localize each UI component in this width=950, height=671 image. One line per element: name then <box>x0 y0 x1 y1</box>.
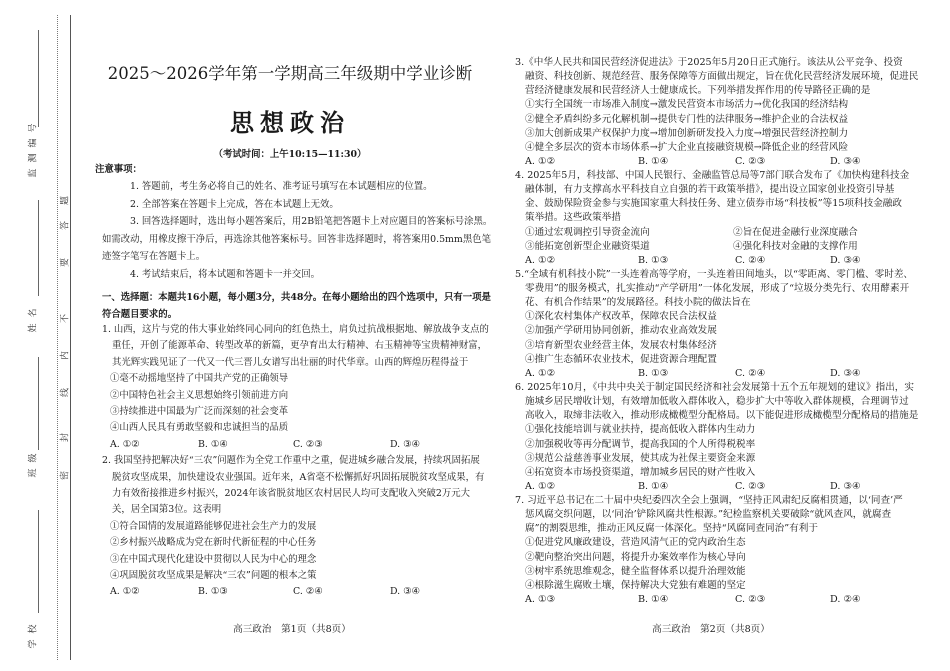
class-field-underline[interactable] <box>38 357 39 450</box>
page-footer: 高三政治 第2页（共8页） <box>652 624 770 635</box>
answer-choice-a[interactable]: A. ①② <box>110 586 140 598</box>
option-statement: ②加强税收等再分配调节，提高我国的个人所得税税率 <box>525 438 756 450</box>
option-statement: ①毫不动摇地坚持了中国共产党的正确领导 <box>110 373 289 385</box>
name-field-underline[interactable] <box>38 200 39 296</box>
option-statement: ③规范公益慈善事业发展，使其成为社保主要资金来源 <box>525 452 756 464</box>
page-footer: 高三政治 第1页（共8页） <box>233 624 351 635</box>
notice-item: 3. 回答选择题时，选出每小题答案后，用2B铅笔把答题卡上对应题目的答案标号涂黑。 <box>130 216 493 227</box>
answer-choice-b[interactable]: B. ①④ <box>198 438 228 450</box>
option-statement: ④健全多层次的资本市场体系→扩大企业直接融资规模→降低企业的经营风险 <box>525 141 849 153</box>
name-field-label: 姓名 <box>28 302 39 333</box>
question-stem-line: 2. 我国坚持把解决好“三农”问题作为全党工作重中之重，促进城乡融合发展，持续巩固拓展 <box>102 455 480 467</box>
subject-title: 思想政治 <box>230 108 350 137</box>
section-heading: 一、选择题：本题共16小题，每小题3分，共48分。在每小题给出的四个选项中，只有一项是 <box>102 292 491 303</box>
question-stem-line: 营经济健康发展和民营经济人士健康成长。下列举措发挥作用的传导路径正确的是 <box>525 85 871 97</box>
seal-char: 不 <box>60 314 71 324</box>
question-stem-line: 5.“全域有机科技小院”一头连着高等学府，一头连着田间地头，以“零距离、零门槛、零时差、 <box>515 268 914 280</box>
option-statement: ②中国特色社会主义思想始终引领前进方向 <box>110 389 289 401</box>
section-heading: 符合题目要求的。 <box>102 309 178 320</box>
answer-choice-a[interactable]: A. ①② <box>525 480 556 492</box>
question-stem-line: 融资、科技创新、规范经营、服务保障等方面做出规定，旨在优化民营经济发展环境，促进民 <box>525 71 919 83</box>
option-statement: ③持续推进中国最为广泛而深刻的社会变革 <box>110 406 289 417</box>
question-stem-line: 脱贫攻坚成果，加快建设农业强国。近年来，A省毫不松懈抓好巩固拓展脱贫攻坚成果，有 <box>112 471 485 483</box>
answer-choice-d[interactable]: D. ③④ <box>830 155 861 167</box>
school-field-label: 学校 <box>28 618 39 649</box>
notice-heading: 注意事项： <box>95 164 142 175</box>
exam-time: （考试时间：上午10:15—11:30） <box>213 149 367 160</box>
seal-char: 内 <box>60 351 71 361</box>
option-statement: ①深化农村集体产权改革，保障农民合法权益 <box>525 311 717 323</box>
question-stem-line: 策举措。这些政策举措 <box>525 212 621 224</box>
option-statement: ②乡村振兴战略成为党在新时代新征程的中心任务 <box>110 537 317 549</box>
answer-choice-c[interactable]: C. ②④ <box>735 254 766 266</box>
answer-choice-d[interactable]: D. ③④ <box>830 367 861 379</box>
seal-char: 封 <box>60 433 71 443</box>
question-stem-line: 零费用”的服务模式，扎实推动“产学研用”一体化发展，形成了“垃圾分类先行、农用酵素开 <box>525 283 910 295</box>
option-statement: ③在中国式现代化建设中贯彻以人民为中心的理念 <box>110 553 317 565</box>
option-statement: ②旨在促进金融行业深度融合 <box>733 226 858 238</box>
question-stem-line: 关，居全国第3位。这表明 <box>112 504 222 516</box>
option-statement: ①实行全国统一市场准入制度→激发民营资本市场活力→优化我国的经济结构 <box>525 99 849 111</box>
answer-choice-b[interactable]: B. ①③ <box>198 586 228 598</box>
question-stem-line: 腐”的割裂思维，推动正风反腐一体深化。坚持“风腐同查同治”有利于 <box>525 523 818 535</box>
question-stem-line: 力有效衔接推进乡村振兴，2024年该省脱贫地区农村居民人均可支配收入突破2万元大 <box>112 488 470 499</box>
notice-item: 如需改动，用橡皮擦干净后，再选涂其他答案标号。回答非选择题时，将答案用0.5mm黑色笔 <box>102 234 491 245</box>
option-statement: ③加大创新成果产权保护力度→增加创新研发投入力度→增强民营经济控制力 <box>525 127 849 139</box>
monitor-number-field-underline[interactable] <box>38 30 39 127</box>
answer-choice-b[interactable]: B. ①④ <box>638 155 669 167</box>
option-statement: ②健全矛盾纠纷多元化解机制→提供专门性的法律服务→维护企业的合法权益 <box>525 113 849 125</box>
seal-char: 线 <box>60 388 71 398</box>
question-stem-line: 4. 2025年5月，科技部、中国人民银行、金融监管总局等7部门联合发布了《加快构建科技金 <box>515 170 910 182</box>
answer-choice-c[interactable]: C. ②③ <box>293 438 323 450</box>
answer-choice-d[interactable]: D. ③④ <box>830 480 861 492</box>
school-field-underline[interactable] <box>38 510 39 613</box>
answer-choice-c[interactable]: C. ②③ <box>735 480 766 492</box>
question-stem-line: 惩风腐交织问题，以‘同治’铲除风腐共性根源。”纪检监察机关要破除“就风查风，就腐查 <box>525 509 892 521</box>
seal-char: 答 <box>60 221 71 231</box>
seal-char: 要 <box>60 258 71 268</box>
answer-choice-a[interactable]: A. ①② <box>525 155 556 167</box>
question-stem-line: 施城乡居民增收计划，有效增加低收入群体收入，稳步扩大中等收入群体规模，合理调节过 <box>525 396 909 408</box>
option-statement: ④山西人民具有勇敢坚毅和忠诚担当的品质 <box>110 422 289 434</box>
option-statement: ④拓宽资本市场投资渠道，增加城乡居民的财产性收入 <box>525 466 756 478</box>
answer-choice-d[interactable]: D. ③④ <box>390 438 420 450</box>
answer-choice-b[interactable]: B. ①③ <box>638 367 669 379</box>
option-statement: ④强化科技对金融的支撑作用 <box>733 240 858 252</box>
answer-choice-b[interactable]: B. ①③ <box>638 254 669 266</box>
answer-choice-a[interactable]: A. ①③ <box>525 593 556 605</box>
answer-choice-c[interactable]: C. ②③ <box>735 155 766 167</box>
question-stem-line: 其光辉实践见证了一代又一代三晋儿女谱写出壮丽的时代华章。山西的辉煌历程得益于 <box>112 356 469 368</box>
option-statement: ②靶向整治突出问题，将提升办案效率作为核心导向 <box>525 551 746 563</box>
notice-item: 1. 答题前，考生务必将自己的姓名、准考证号填写在本试题相应的位置。 <box>130 181 433 192</box>
exam-title: 2025～2026学年第一学期高三年级期中学业诊断 <box>107 64 473 83</box>
option-statement: ④巩固脱贫攻坚成果是解决“三农”问题的根本之策 <box>110 570 317 581</box>
seal-solid-line <box>70 15 71 660</box>
option-statement: ③能拓宽创新型企业融资渠道 <box>525 240 650 252</box>
notice-item: 2. 全部答案在答题卡上完成，答在本试题上无效。 <box>130 199 339 210</box>
answer-choice-c[interactable]: C. ②④ <box>735 367 766 379</box>
option-statement: ④推广生态循环农业技术，促进资源合理配置 <box>525 353 717 365</box>
question-stem-line: 金、鼓励保险资金参与实施国家重大科技任务、建立债券市场“科技板”等15项科技金融政 <box>525 198 902 210</box>
answer-choice-c[interactable]: C. ②④ <box>293 586 323 598</box>
option-statement: ①强化技能培训与就业扶持，提高低收入群体内生动力 <box>525 424 756 436</box>
option-statement: ③树牢系统思维观念，健全监督体系以提升治理效能 <box>525 565 746 577</box>
answer-choice-c[interactable]: C. ②③ <box>735 593 766 605</box>
seal-char: 密 <box>60 471 71 481</box>
question-stem-line: 高收入，取缔非法收入，推动形成橄榄型分配格局。以下能促进形成橄榄型分配格局的措施是 <box>525 410 919 422</box>
answer-choice-b[interactable]: B. ①④ <box>638 593 669 605</box>
notice-item: 4. 考试结束后，将本试题和答题卡一并交回。 <box>130 269 321 280</box>
question-stem-line: 3.《中华人民共和国民营经济促进法》于2025年5月20日正式施行。该法从公平竞争、投资 <box>515 57 903 68</box>
option-statement: ①通过宏观调控引导资金流向 <box>525 226 650 238</box>
option-statement: ④根除滋生腐败土壤，保持解决大党独有难题的坚定 <box>525 579 746 591</box>
class-field-label: 班级 <box>28 447 39 478</box>
question-stem-line: 重任，开创了能源革命、转型改革的新篇，更孕育出太行精神、右玉精神等宝贵精神财富， <box>112 340 488 352</box>
seal-char: 题 <box>60 196 71 206</box>
seal-dotted-line <box>57 15 58 660</box>
answer-choice-b[interactable]: B. ①④ <box>638 480 669 492</box>
option-statement: ①促进党风廉政建设，营造风清气正的党内政治生态 <box>525 537 746 549</box>
answer-choice-d[interactable]: D. ③④ <box>390 586 420 598</box>
option-statement: ①符合国情的发展道路能够促进社会生产力的发展 <box>110 520 317 532</box>
question-stem-line: 6. 2025年10月，《中共中央关于制定国民经济和社会发展第十五个五年规划的建议》指出，实 <box>515 381 914 393</box>
monitor-number-field-label: 监测编号 <box>28 117 39 178</box>
question-stem-line: 7. 习近平总书记在二十届中央纪委四次全会上强调，“坚持正风肃纪反腐相贯通，以‘同查’严 <box>515 495 903 507</box>
option-statement: ②加强产学研用协同创新，推动农业高效发展 <box>525 325 717 337</box>
answer-choice-a[interactable]: A. ①② <box>110 438 140 450</box>
answer-choice-d[interactable]: D. ③④ <box>830 254 861 266</box>
answer-choice-d[interactable]: D. ②④ <box>830 593 861 605</box>
question-stem-line: 花、有机合作结果”的发展路径。科技小院的做法旨在 <box>525 297 751 309</box>
question-stem-line: 1. 山西，这片与党的伟大事业始终同心同向的红色热土，肩负过抗战根据地、解放战争支点的 <box>102 324 489 335</box>
notice-item: 迹签字笔写在答题卡上。 <box>102 251 206 262</box>
question-stem-line: 融体制，有力支撑高水平科技自立自强的若干政策举措》，提出设立国家创业投资引导基 <box>525 184 895 196</box>
answer-choice-a[interactable]: A. ①② <box>525 367 556 379</box>
answer-choice-a[interactable]: A. ①② <box>525 254 556 266</box>
option-statement: ③培育新型农业经营主体，发展农村集体经济 <box>525 339 717 351</box>
